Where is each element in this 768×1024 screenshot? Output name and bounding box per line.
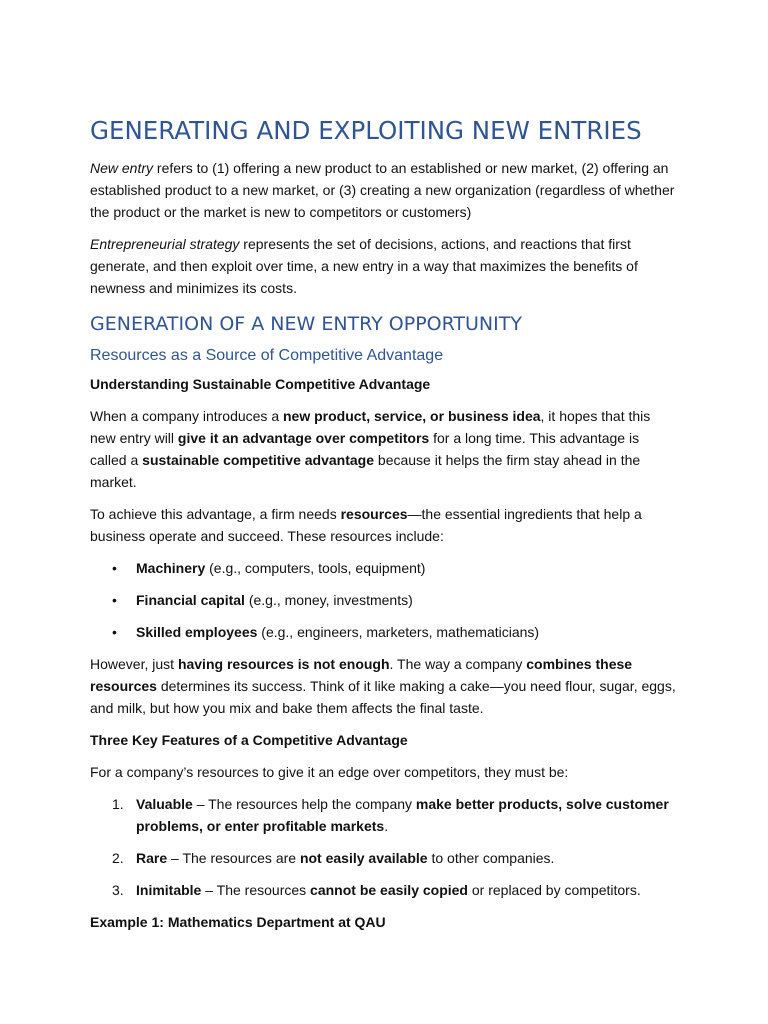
example-heading: Example 1: Mathematics Department at QAU — [90, 914, 386, 930]
list-item: • Machinery (e.g., computers, tools, equipment) — [90, 557, 678, 579]
understanding-heading: Understanding Sustainable Competitive Advantage — [90, 376, 431, 392]
paragraph-resources: To achieve this advantage, a firm needs resources—the essential ingredients that help a business operate and succeed. These resources include: — [90, 506, 642, 544]
paragraph-sca: When a company introduces a new product, service, or business idea, it hopes that this new entry will give it an advantage over competitors for a long time. This advantage is called a sustainable competitive advantage because it helps the firm stay ahead in the market. — [90, 408, 651, 490]
paragraph-features-intro: For a company’s resources to give it an edge over competitors, they must be: — [90, 764, 569, 780]
features-heading: Three Key Features of a Competitive Advantage — [90, 732, 408, 748]
resources-list — [90, 557, 678, 643]
paragraph-combination: However, just having resources is not enough. The way a company combines these resources determines its success. Think of it like making a cake—you need flour, sugar, eggs, and milk, but how you mix and bake them affects the final taste. — [90, 656, 676, 716]
bullet-icon: • — [112, 560, 117, 576]
entrepreneurial-strategy-definition: Entrepreneurial strategy represents the set of decisions, actions, and reactions that first generate, and then exploit over time, a new entry in a way that maximizes the benefits of newness and minimizes its costs. — [90, 236, 638, 296]
list-item: 1. Valuable – The resources help the company make better products, solve customer problems, or enter profitable markets. — [112, 796, 669, 834]
bullet-icon: • — [112, 624, 117, 640]
new-entry-term: New entry — [90, 160, 154, 176]
new-entry-definition: New entry refers to (1) offering a new product to an established or new market, (2) offering an established product to a new market, or (3) creating a new organization (regardless of whether the product or the market is new to competitors or customers) — [90, 160, 675, 220]
list-item: 3. Inimitable – The resources cannot be easily copied or replaced by competitors. — [112, 882, 641, 898]
list-item: • Financial capital (e.g., money, investments) — [90, 589, 678, 611]
list-item: • Skilled employees (e.g., engineers, marketers, mathematicians) — [90, 621, 678, 643]
features-list — [90, 793, 678, 901]
bullet-icon: • — [112, 592, 117, 608]
subsection-heading: Resources as a Source of Competitive Advantage — [90, 347, 444, 364]
document-title: GENERATING AND EXPLOITING NEW ENTRIES — [90, 116, 642, 145]
list-item: 2. Rare – The resources are not easily available to other companies. — [112, 850, 555, 866]
entrepreneurial-strategy-term: Entrepreneurial strategy — [90, 236, 240, 252]
section-heading: GENERATION OF A NEW ENTRY OPPORTUNITY — [90, 313, 522, 335]
